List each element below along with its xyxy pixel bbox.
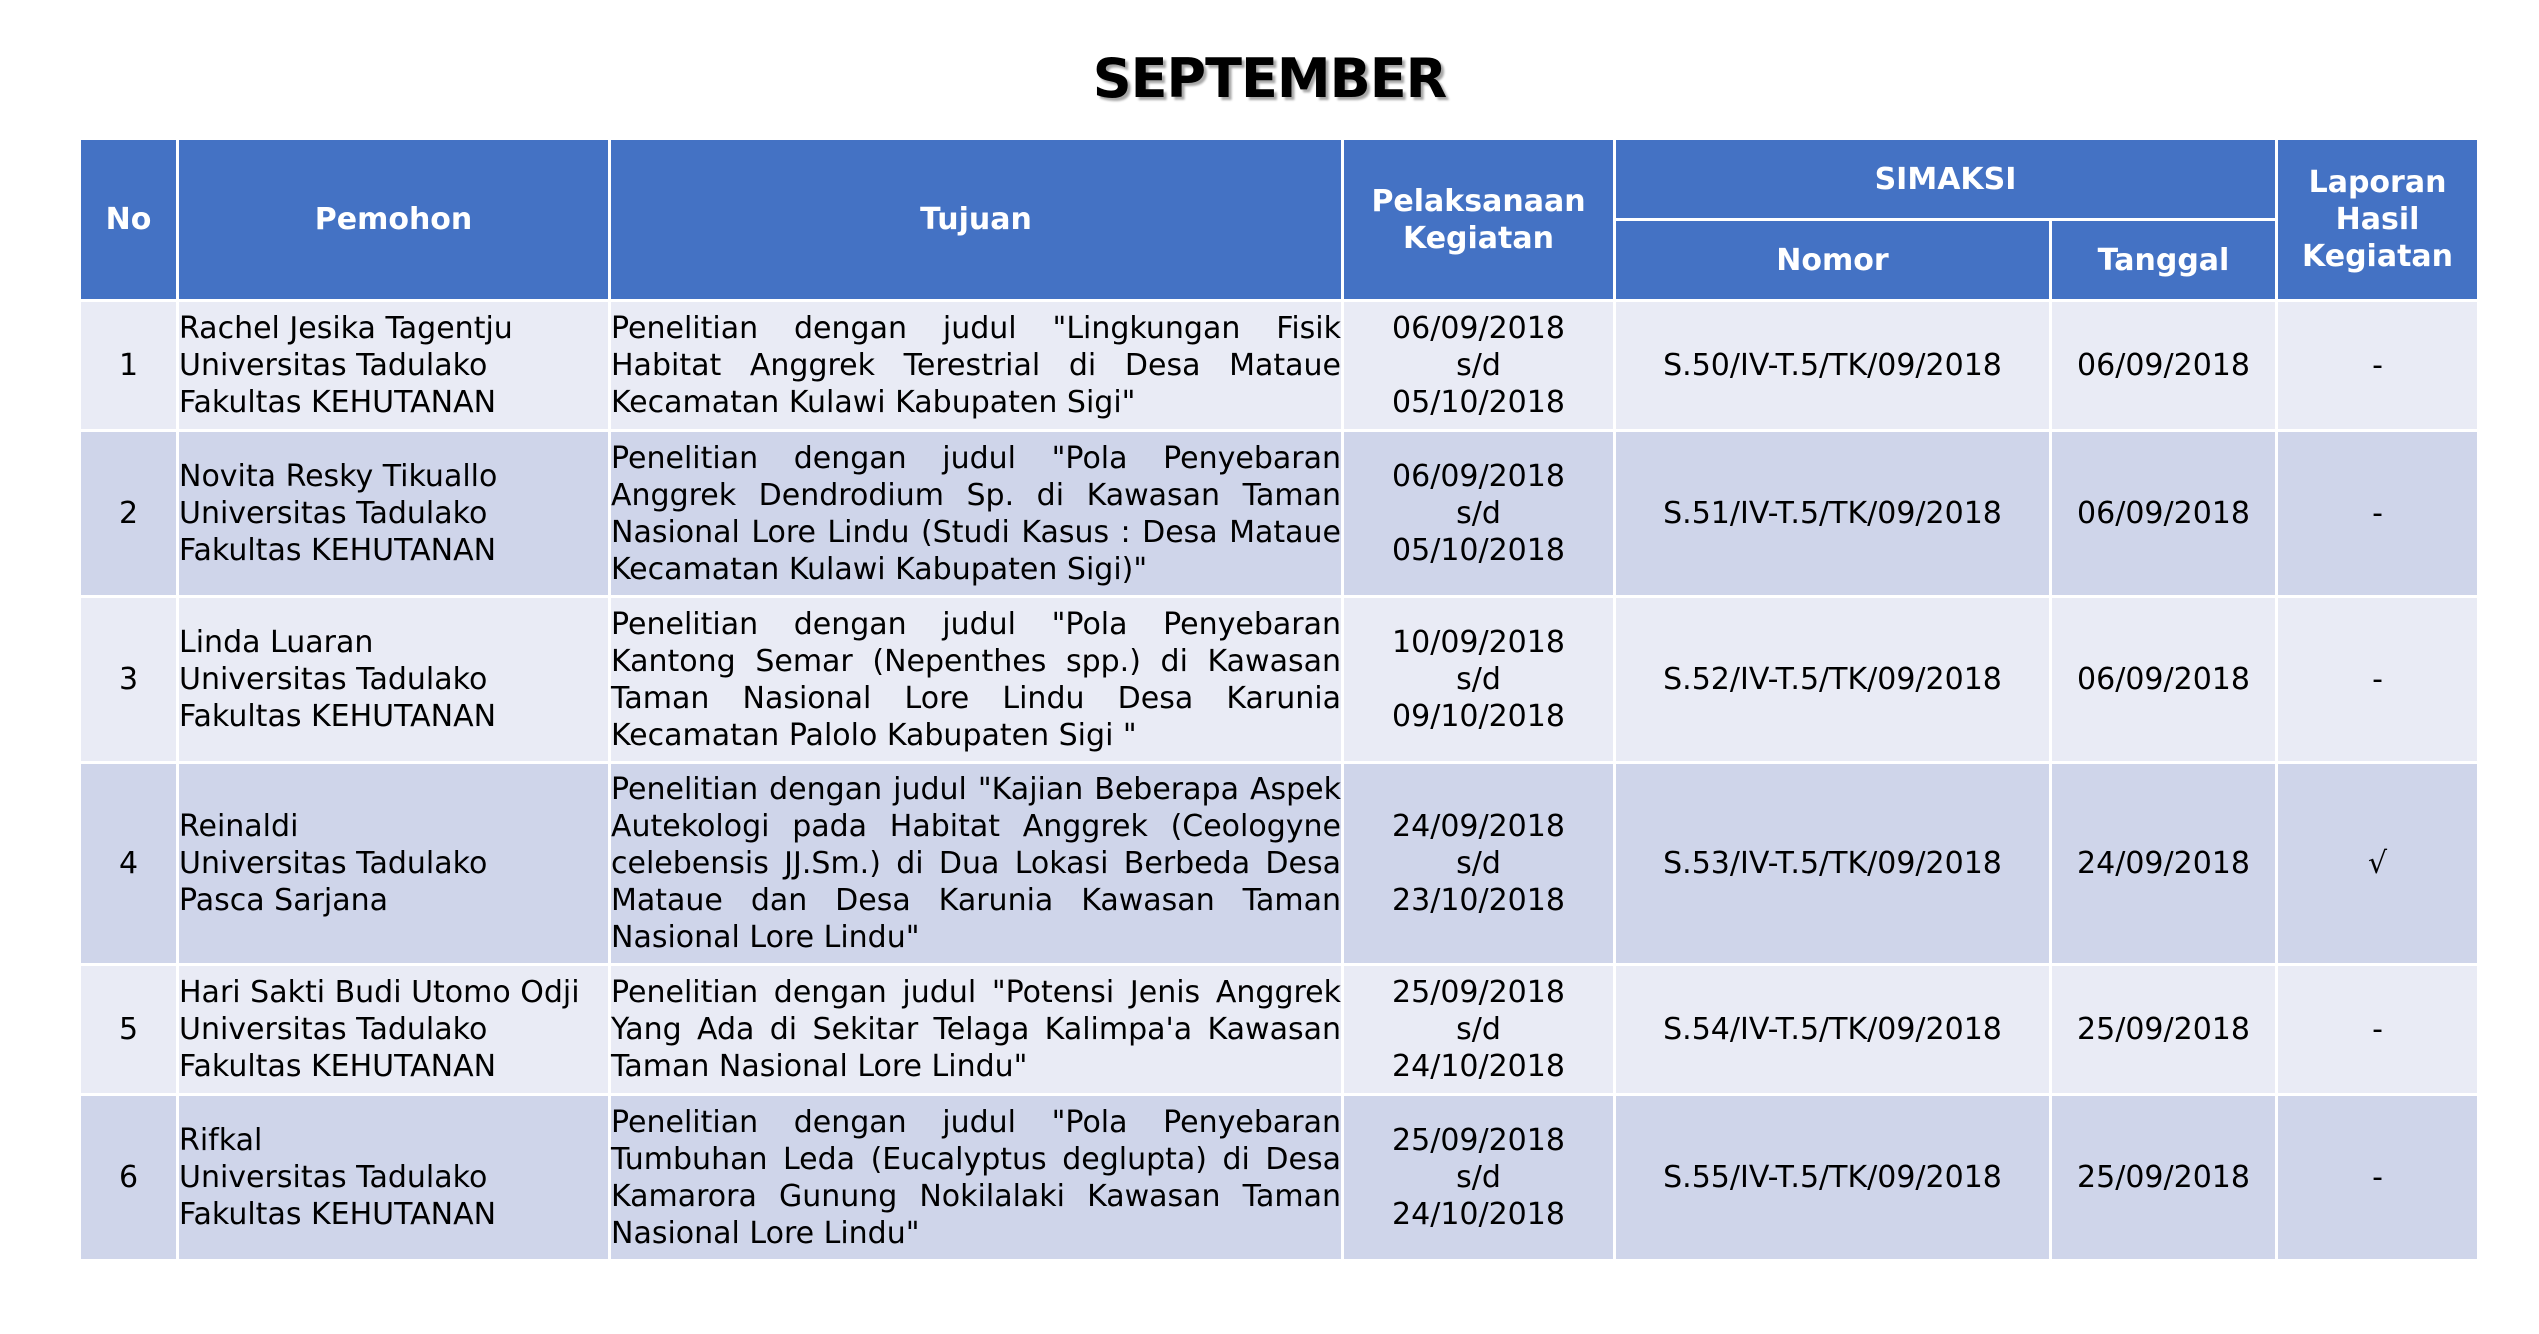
cell-nomor	[1615, 965, 2051, 1095]
cell-laporan	[2277, 597, 2479, 763]
cell-pemohon	[178, 597, 610, 763]
header-nomor: Nomor	[1615, 220, 2051, 301]
cell-pemohon-line: Fakultas KEHUTANAN	[179, 385, 497, 420]
cell-pemohon-line: Reinaldi	[179, 809, 299, 844]
cell-pelaksanaan-line: 24/10/2018	[1392, 1049, 1565, 1084]
cell-tujuan-text: Penelitian dengan judul "Pola Penyebaran Anggrek Dendrodium Sp. di Kawasan Taman Nasional Lore Lindu (Studi Kasus : Desa Mataue Kecamatan Kulawi Kabupaten Sigi)"	[611, 440, 1341, 587]
cell-laporan	[2277, 763, 2479, 965]
cell-pemohon-line: Pasca Sarjana	[179, 883, 389, 918]
cell-pemohon-line: Fakultas KEHUTANAN	[179, 699, 497, 734]
header-laporan	[2277, 139, 2479, 301]
cell-laporan	[2277, 301, 2479, 431]
cell-nomor-text: S.55/IV-T.5/TK/09/2018	[1663, 1160, 2002, 1195]
cell-tanggal-text: 06/09/2018	[2077, 496, 2250, 531]
page-title: SEPTEMBER	[1092, 47, 1447, 110]
cell-pelaksanaan-line: 09/10/2018	[1392, 699, 1565, 734]
cell-tujuan	[610, 965, 1343, 1095]
cell-tanggal	[2051, 1095, 2277, 1261]
header-pemohon: Pemohon	[178, 139, 610, 301]
header-row	[80, 139, 2479, 220]
cell-pelaksanaan	[1343, 763, 1615, 965]
cell-pelaksanaan-line: 05/10/2018	[1392, 385, 1565, 420]
header-laporan-line3: Kegiatan	[2302, 239, 2454, 274]
header-pelaksanaan-line2: Kegiatan	[1402, 220, 1554, 256]
cell-pemohon-line: Rachel Jesika Tagentju	[179, 311, 513, 346]
cell-laporan-text: -	[2372, 1160, 2383, 1195]
cell-nomor-text: S.52/IV-T.5/TK/09/2018	[1663, 662, 2002, 697]
table-row	[80, 763, 2479, 965]
cell-tanggal-text: 06/09/2018	[2077, 662, 2250, 697]
cell-tanggal	[2051, 763, 2277, 965]
cell-nomor	[1615, 597, 2051, 763]
cell-pelaksanaan-line: 25/09/2018	[1392, 1123, 1565, 1158]
cell-no-text: 3	[118, 662, 139, 697]
cell-laporan-text: -	[2372, 496, 2383, 531]
cell-pemohon-line: Universitas Tadulako	[179, 662, 488, 697]
table-row	[80, 431, 2479, 597]
cell-no	[80, 431, 178, 597]
cell-pelaksanaan	[1343, 431, 1615, 597]
cell-tanggal-text: 25/09/2018	[2077, 1160, 2250, 1195]
table-row	[80, 1095, 2479, 1261]
cell-nomor-text: S.53/IV-T.5/TK/09/2018	[1663, 846, 2002, 881]
header-tanggal: Tanggal	[2051, 220, 2277, 301]
cell-pelaksanaan-line: 25/09/2018	[1392, 975, 1565, 1010]
cell-tanggal	[2051, 301, 2277, 431]
table-body	[80, 301, 2479, 1261]
cell-laporan-text: √	[2367, 846, 2388, 881]
cell-laporan	[2277, 431, 2479, 597]
header-laporan-line1: Laporan	[2308, 165, 2447, 200]
cell-tujuan	[610, 597, 1343, 763]
cell-pelaksanaan-line: s/d	[1456, 496, 1501, 531]
header-pelaksanaan	[1343, 139, 1615, 301]
cell-no	[80, 597, 178, 763]
cell-pemohon	[178, 301, 610, 431]
cell-laporan-text: -	[2372, 348, 2383, 383]
cell-tanggal	[2051, 431, 2277, 597]
cell-pelaksanaan-line: 24/10/2018	[1392, 1197, 1565, 1232]
cell-tanggal-text: 24/09/2018	[2077, 846, 2250, 881]
cell-no-text: 4	[118, 846, 139, 881]
cell-pemohon-line: Novita Resky Tikuallo	[179, 459, 498, 494]
cell-nomor-text: S.50/IV-T.5/TK/09/2018	[1663, 348, 2002, 383]
cell-pemohon	[178, 763, 610, 965]
cell-pelaksanaan	[1343, 1095, 1615, 1261]
cell-tujuan	[610, 301, 1343, 431]
cell-pemohon-line: Universitas Tadulako	[179, 1160, 488, 1195]
cell-tanggal	[2051, 597, 2277, 763]
cell-pelaksanaan-line: s/d	[1456, 846, 1501, 881]
cell-tujuan-text: Penelitian dengan judul "Kajian Beberapa Aspek Autekologi pada Habitat Anggrek (Ceologyne celebensis JJ.Sm.) di Dua Lokasi Berbeda Desa Mataue dan Desa Karunia Kawasan Taman Nasional Lore Lindu"	[611, 772, 1341, 955]
cell-pemohon	[178, 965, 610, 1095]
table-row	[80, 301, 2479, 431]
cell-pemohon-line: Fakultas KEHUTANAN	[179, 533, 497, 568]
cell-nomor	[1615, 1095, 2051, 1261]
header-simaksi: SIMAKSI	[1615, 139, 2277, 220]
cell-tujuan-text: Penelitian dengan judul "Lingkungan Fisik Habitat Anggrek Terestrial di Desa Mataue Kecamatan Kulawi Kabupaten Sigi"	[611, 311, 1341, 420]
cell-no-text: 5	[118, 1012, 139, 1047]
cell-pemohon-line: Universitas Tadulako	[179, 846, 488, 881]
cell-pelaksanaan-line: s/d	[1456, 1160, 1501, 1195]
cell-laporan-text: -	[2372, 1012, 2383, 1047]
cell-pelaksanaan-line: 23/10/2018	[1392, 883, 1565, 918]
cell-nomor	[1615, 763, 2051, 965]
cell-pemohon-line: Linda Luaran	[179, 625, 374, 660]
cell-pemohon-line: Fakultas KEHUTANAN	[179, 1049, 497, 1084]
cell-nomor	[1615, 431, 2051, 597]
cell-pelaksanaan-line: s/d	[1456, 348, 1501, 383]
cell-no-text: 6	[118, 1160, 139, 1195]
cell-laporan-text: -	[2372, 662, 2383, 697]
cell-pelaksanaan-line: 06/09/2018	[1392, 311, 1565, 346]
cell-pelaksanaan	[1343, 965, 1615, 1095]
cell-pelaksanaan-line: s/d	[1456, 662, 1501, 697]
cell-no-text: 2	[118, 496, 139, 531]
cell-pelaksanaan-line: 10/09/2018	[1392, 625, 1565, 660]
data-table	[78, 137, 2480, 1262]
cell-pemohon-line: Universitas Tadulako	[179, 1012, 488, 1047]
cell-nomor	[1615, 301, 2051, 431]
header-tujuan: Tujuan	[610, 139, 1343, 301]
table-row	[80, 965, 2479, 1095]
cell-nomor-text: S.54/IV-T.5/TK/09/2018	[1663, 1012, 2002, 1047]
cell-no	[80, 763, 178, 965]
header-no: No	[80, 139, 178, 301]
cell-laporan	[2277, 965, 2479, 1095]
cell-pelaksanaan-line: 05/10/2018	[1392, 533, 1565, 568]
cell-pemohon-line: Hari Sakti Budi Utomo Odji	[179, 975, 580, 1010]
cell-tanggal	[2051, 965, 2277, 1095]
cell-pelaksanaan-line: 24/09/2018	[1392, 809, 1565, 844]
cell-pemohon-line: Fakultas KEHUTANAN	[179, 1197, 497, 1232]
header-laporan-line2: Hasil	[2335, 202, 2420, 237]
cell-tanggal-text: 06/09/2018	[2077, 348, 2250, 383]
cell-pemohon	[178, 1095, 610, 1261]
cell-tujuan	[610, 1095, 1343, 1261]
header-pelaksanaan-line1: Pelaksanaan	[1371, 183, 1586, 219]
cell-pelaksanaan	[1343, 301, 1615, 431]
cell-tujuan-text: Penelitian dengan judul "Pola Penyebaran Tumbuhan Leda (Eucalyptus deglupta) di Desa Kamarora Gunung Nokilalaki Kawasan Taman Nasional Lore Lindu"	[611, 1104, 1341, 1251]
cell-tujuan	[610, 763, 1343, 965]
cell-laporan	[2277, 1095, 2479, 1261]
cell-nomor-text: S.51/IV-T.5/TK/09/2018	[1663, 496, 2002, 531]
cell-tujuan-text: Penelitian dengan judul "Pola Penyebaran Kantong Semar (Nepenthes spp.) di Kawasan Taman Nasional Lore Lindu Desa Karunia Kecamatan Palolo Kabupaten Sigi "	[611, 606, 1341, 753]
table-row	[80, 597, 2479, 763]
cell-no	[80, 1095, 178, 1261]
cell-no	[80, 965, 178, 1095]
cell-pelaksanaan	[1343, 597, 1615, 763]
cell-pemohon-line: Universitas Tadulako	[179, 496, 488, 531]
cell-tanggal-text: 25/09/2018	[2077, 1012, 2250, 1047]
cell-tujuan	[610, 431, 1343, 597]
cell-pemohon	[178, 431, 610, 597]
cell-no	[80, 301, 178, 431]
cell-pemohon-line: Universitas Tadulako	[179, 348, 488, 383]
cell-pemohon-line: Rifkal	[179, 1123, 263, 1158]
cell-pelaksanaan-line: s/d	[1456, 1012, 1501, 1047]
cell-pelaksanaan-line: 06/09/2018	[1392, 459, 1565, 494]
cell-tujuan-text: Penelitian dengan judul "Potensi Jenis Anggrek Yang Ada di Sekitar Telaga Kalimpa'a Kawasan Taman Nasional Lore Lindu"	[611, 975, 1341, 1084]
cell-no-text: 1	[118, 348, 139, 383]
